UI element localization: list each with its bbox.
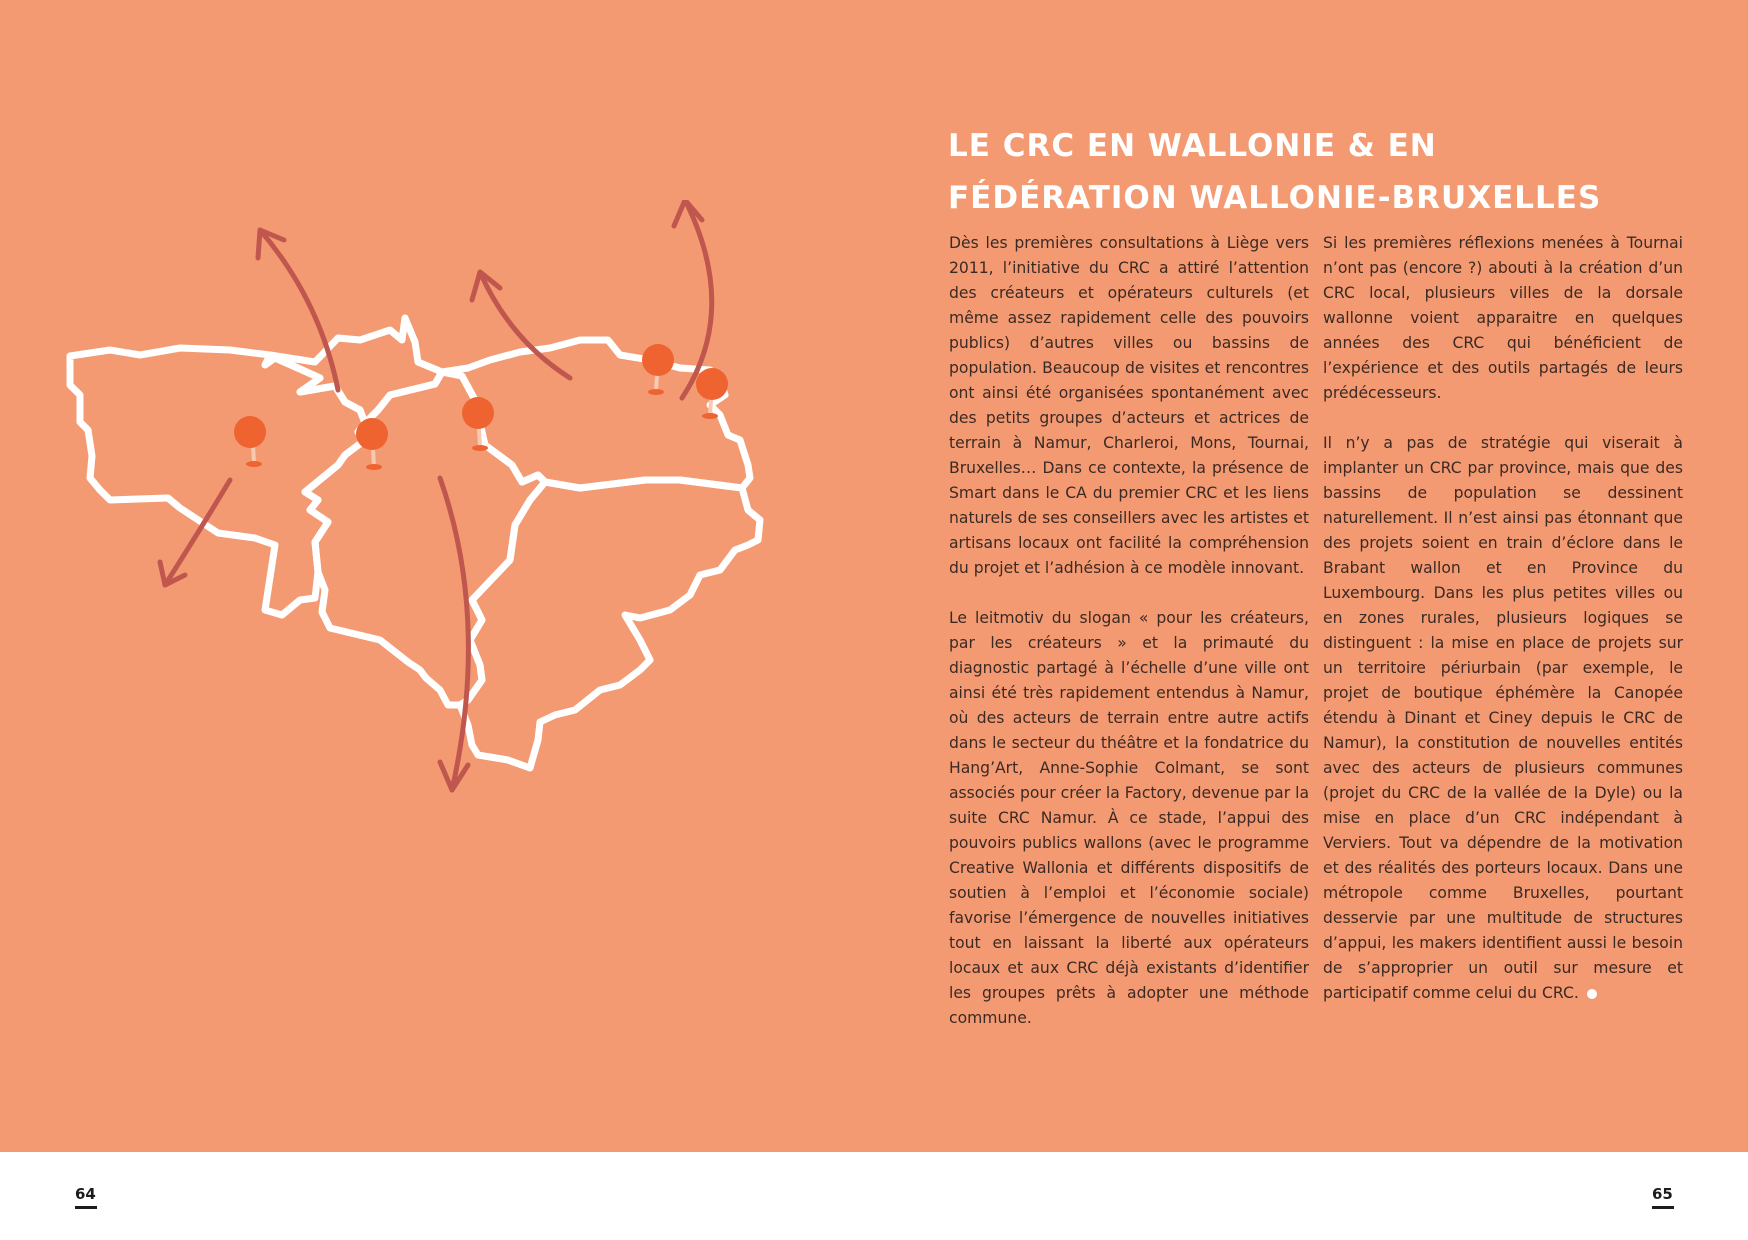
province-namur xyxy=(305,372,545,705)
text-column-left xyxy=(949,231,1309,1056)
map-pin-icon xyxy=(356,418,388,470)
page-number-underline xyxy=(75,1206,97,1209)
map-pin-icon xyxy=(642,344,674,395)
arrow-group xyxy=(160,200,712,790)
paragraph-text: Il n’y a pas de stratégie qui viserait à implanter un CRC par province, mais que des bassins de population se dessinent naturellement. Il n’est ainsi pas étonnant que des projets soient en train d’éclore dans le Brabant wallon et en Province du Luxembourg. Dans les plus petites villes ou en zones rurales, plusieurs logiques se distinguent : la mise en place de projets sur un territoire périurbain (par exemple, le projet de boutique éphémère la Canopée étendu à Dinant et Ciney depuis le CRC de Namur), la constitution de nouvelles entités avec des acteurs de plusieurs communes (projet du CRC de la vallée de la Dyle) ou la mise en place d’un CRC indépendant à Verviers. Tout va dépendre de la motivation et des réalités des porteurs locaux. Dans une métropole comme Bruxelles, pourtant desservie par une multitude de structures d’appui, les makers identifient aussi le besoin de s’approprier un outil sur mesure et participatif comme celui du CRC. xyxy=(1323,434,1683,1002)
paragraph: Le leitmotiv du slogan « pour les créateurs, par les créateurs » et la primauté du diagnostic partagé à l’échelle d’une ville ont ainsi été très rapidement entendus à Namur, où des acteurs de terrain entre autre actifs dans le secteur du théâtre et la fondatrice du Hang’Art, Anne-Sophie Colmant, se sont associés pour créer la Factory, devenue par la suite CRC Namur. À ce stade, l’appui des pouvoirs publics wallons (avec le programme Creative Wallonia et différents dispositifs de soutien à l’emploi et l’économie sociale) favorise l’émergence de nouvelles initiatives tout en laissant la liberté aux opérateurs locaux et aux CRC déjà existants d’identifier les groupes prêts à adopter une méthode commune. xyxy=(949,609,1309,1027)
wallonia-map-illustration xyxy=(60,200,880,900)
map-pin-icon xyxy=(462,397,494,451)
text-column-right xyxy=(1323,231,1683,1031)
province-brabant-wallon xyxy=(270,318,442,423)
map-pin-icon xyxy=(696,368,728,419)
article-title-line-2: FÉDÉRATION WALLONIE-BRUXELLES xyxy=(948,180,1602,216)
article-title-line-1: LE CRC EN WALLONIE & EN xyxy=(948,128,1437,164)
map-pin-icon xyxy=(234,416,266,467)
page-number-right xyxy=(1652,1186,1674,1209)
arrow-icon-south xyxy=(440,478,468,790)
article-title xyxy=(948,120,1602,224)
paragraph: Si les premières réflexions menées à Tournai n’ont pas (encore ?) abouti à la création d’un CRC local, plusieurs villes de la dorsale wallonne voient apparaitre en quelques années des CRC qui bénéficient de l’expérience et des outils partagés de leurs prédécesseurs. xyxy=(1323,234,1683,402)
page-number-left xyxy=(75,1186,97,1209)
paragraph-last xyxy=(1323,431,1683,1006)
page-number-right-text: 65 xyxy=(1652,1185,1673,1203)
paragraph: Dès les premières consultations à Liège vers 2011, l’initiative du CRC a attiré l’attention des créateurs et opérateurs culturels (et même assez rapidement celle des pouvoirs publics) d’autres villes ou bassins de population. Beaucoup de visites et rencontres ont ainsi été organisées spontanément avec des petits groupes d’acteurs et actrices de terrain à Namur, Charleroi, Mons, Tournai, Bruxelles… Dans ce contexte, la présence de Smart dans le CA du premier CRC et les liens naturels de ses conseillers avec les artistes et artisans locaux ont facilité la compréhension du projet et l’adhésion à ce modèle innovant. xyxy=(949,234,1309,577)
page-number-underline xyxy=(1652,1206,1674,1209)
page-number-left-text: 64 xyxy=(75,1185,96,1203)
province-luxembourg xyxy=(460,480,760,768)
end-of-article-dot-icon xyxy=(1587,989,1597,999)
